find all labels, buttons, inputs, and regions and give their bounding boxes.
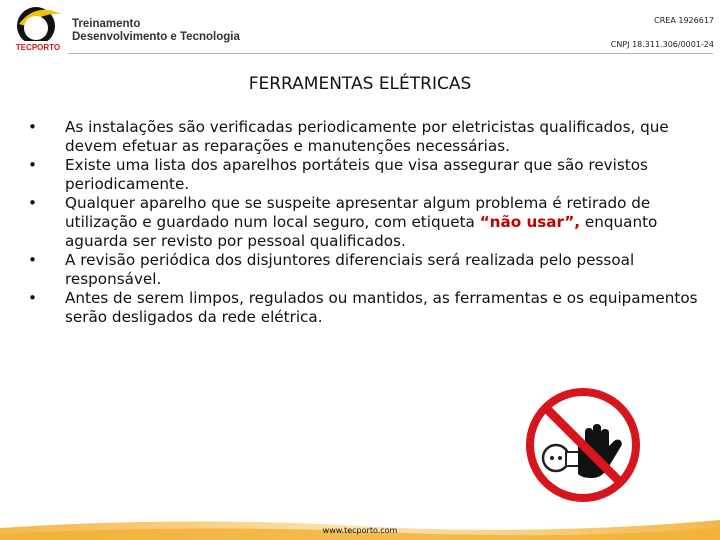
no-touch-sign-icon [526,388,640,502]
warning-label: “não usar”, [479,213,581,231]
bullet-dot: • [28,194,37,212]
bullet-text: As instalações são verificadas periodicamente por eletricistas qualificados, que devem efetuar as reparações e manutenções necessárias. [65,118,669,155]
footer-url[interactable]: www.tecporto.com [322,526,398,535]
header-divider [68,53,713,54]
page-title: FERRAMENTAS ELÉTRICAS [248,74,472,94]
bullet-text: A revisão periódica dos disjuntores diferenciais será realizada pelo pessoal responsável. [65,251,635,288]
bullet-dot: • [28,118,37,136]
bullet-dot: • [28,156,37,174]
list-item [28,156,700,194]
brand-name [72,18,240,44]
brand-line-2: Desenvolvimento e Tecnologia [72,31,240,43]
logo-text: TECPORTO [15,43,61,52]
bullet-dot: • [28,289,37,307]
bullet-list [28,118,700,327]
bullet-dot: • [28,251,37,269]
crea-number: CREA 1926617 [654,16,714,25]
list-item [28,194,700,251]
tecporto-logo-icon [6,4,68,52]
list-item [28,289,700,327]
list-item [28,251,700,289]
footer-decoration [0,510,720,540]
bullet-text-after: enquanto aguarda ser revisto por pessoal qualificados. [65,213,658,250]
list-item [28,118,700,156]
header [0,0,720,56]
cnpj-number: CNPJ 18.311.306/0001-24 [610,40,714,49]
brand-line-1: Treinamento [72,18,141,30]
bullet-text-before: Qualquer aparelho que se suspeite apresentar algum problema é retirado de utilização e guardado num local seguro, com etiqueta [65,194,651,231]
bullet-text: Existe uma lista dos aparelhos portáteis que visa assegurar que são revistos periodicamente. [65,156,648,193]
bullet-text: Antes de serem limpos, regulados ou mantidos, as ferramentas e os equipamentos serão desligados da rede elétrica. [65,289,698,326]
